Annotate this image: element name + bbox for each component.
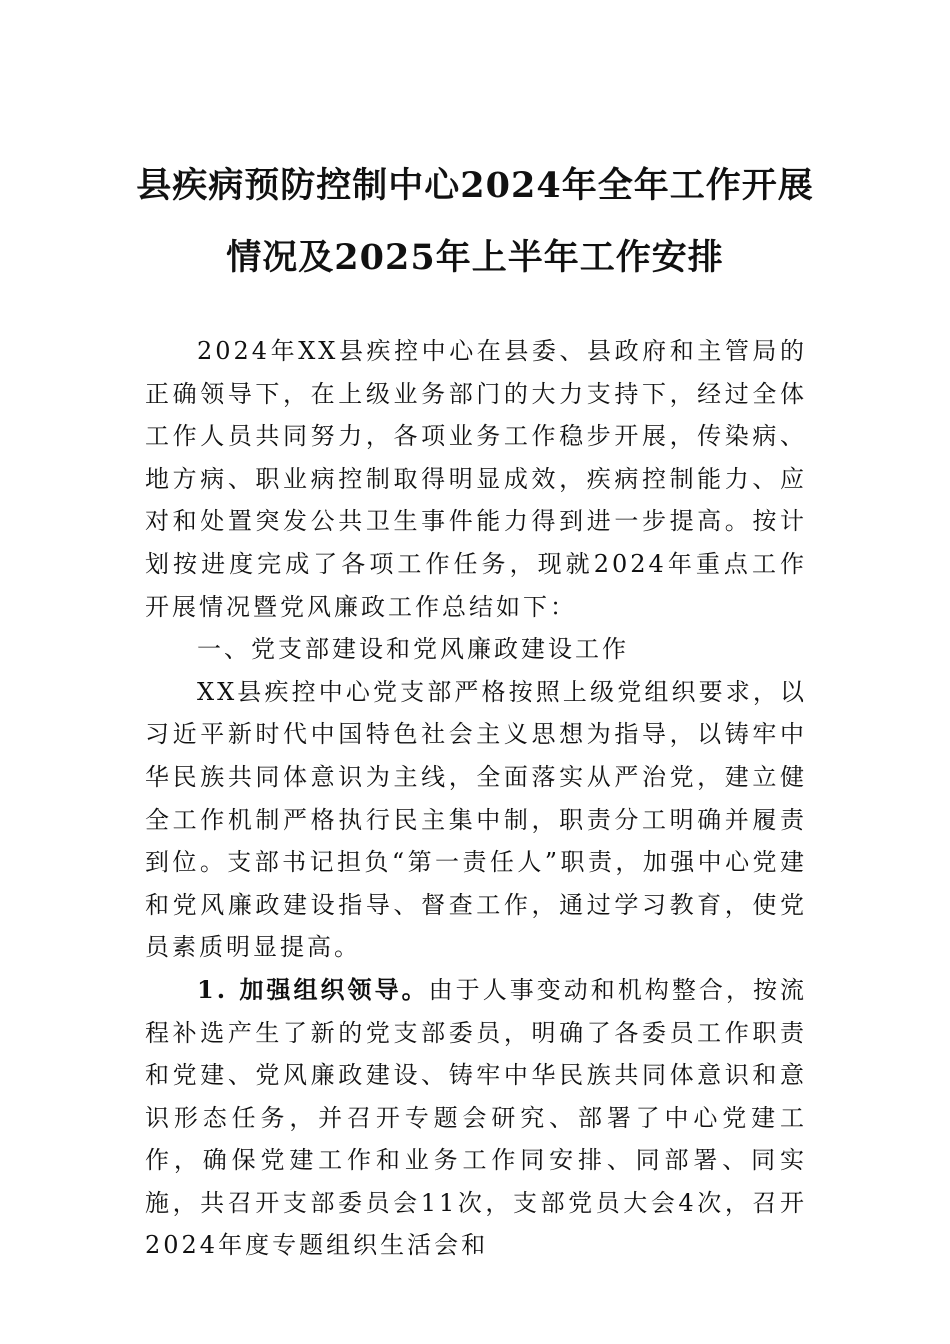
item-1-lead: 1. 加强组织领导。 xyxy=(197,974,429,1004)
item-1-paragraph xyxy=(145,969,807,1267)
section-1-heading: 一、党支部建设和党风廉政建设工作 xyxy=(197,635,629,664)
section-1-paragraph: XX县疾控中心党支部严格按照上级党组织要求，以习近平新时代中国特色社会主义思想为指导，以铸牢中华民族共同体意识为主线，全面落实从严治党，建立健全工作机制严格执行民主集中制，职责分工明确并履责到位。支部书记担负“第一责任人”职责，加强中心党建和党风廉政建设指导、督查工作，通过学习教育，使党员素质明显提高。 xyxy=(145,677,807,962)
document-body xyxy=(145,330,807,1267)
intro-paragraph: 2024年XX县疾控中心在县委、县政府和主管局的正确领导下，在上级业务部门的大力支持下，经过全体工作人员共同努力，各项业务工作稳步开展，传染病、地方病、职业病控制取得明显成效，疾病控制能力、应对和处置突发公共卫生事件能力得到进一步提高。按计划按进度完成了各项工作任务，现就2024年重点工作开展情况暨党风廉政工作总结如下： xyxy=(145,337,807,621)
document-title-line-2: 情况及2025年上半年工作安排 xyxy=(226,237,724,278)
item-1-text: 由于人事变动和机构整合，按流程补选产生了新的党支部委员，明确了各委员工作职责和党建、党风廉政建设、铸牢中华民族共同体意识和意识形态任务，并召开专题会研究、部署了中心党建工作，确保党建工作和业务工作同安排、同部署、同实施，共召开支部委员会11次，支部党员大会4次，召开2024年度专题组织生活会和 xyxy=(145,975,807,1260)
document-title-line-1: 县疾病预防控制中心2024年全年工作开展 xyxy=(136,165,814,206)
